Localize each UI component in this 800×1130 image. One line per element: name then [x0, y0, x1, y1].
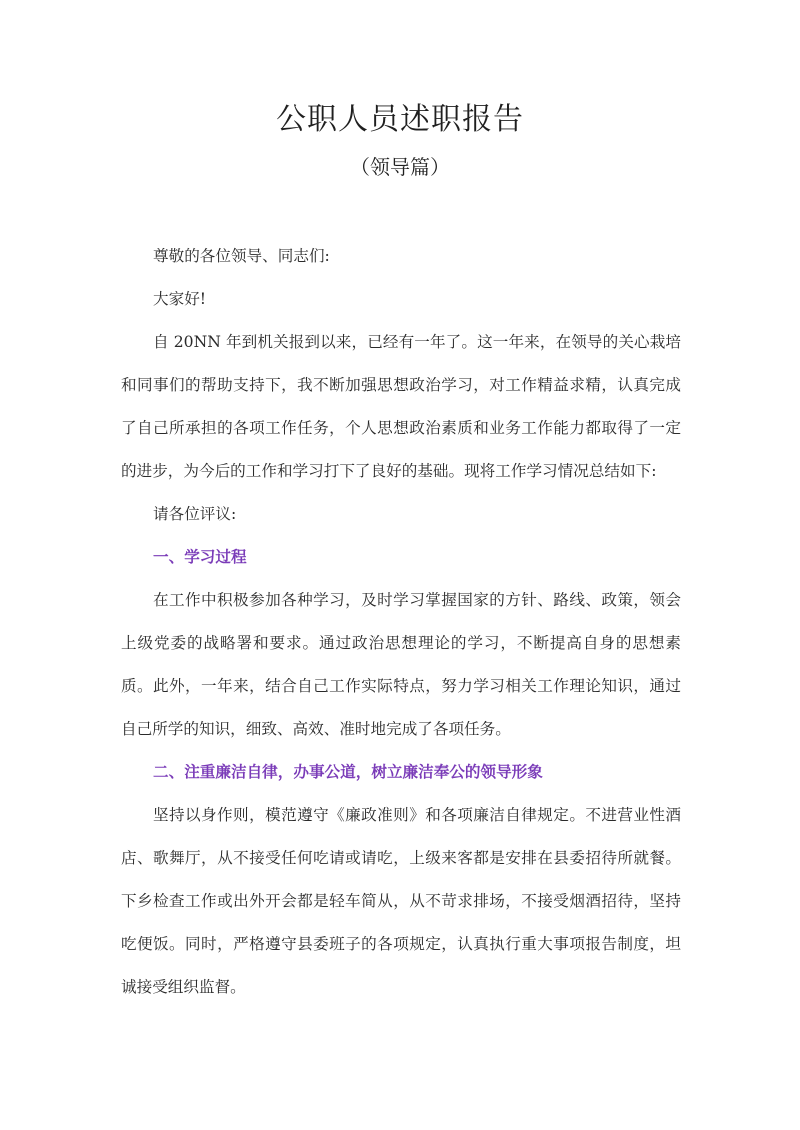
section-heading-integrity: 二、注重廉洁自律，办事公道，树立廉洁奉公的领导形象 — [153, 763, 543, 781]
section-text-integrity: 坚持以身作则，模范遵守《廉政准则》和各项廉洁自律规定。不进营业性酒店、歌舞厅，从不接受任何吃请或请吃，上级来客都是安排在县委招待所就餐。下乡检查工作或出外开会都是轻车简从，从不苛求排场，不接受烟酒招待，坚持吃便饭。同时，严格遵守县委班子的各项规定，认真执行重大事项报告制度，坦诚接受组织监督。 — [121, 806, 681, 996]
section-text-study: 在工作中积极参加各种学习，及时学习掌握国家的方针、路线、政策，领会上级党委的战略署和要求。通过政治思想理论的学习，不断提高自身的思想素质。此外，一年来，结合自己工作实际特点，努力学习相关工作理论知识，通过自己所学的知识，细致、高效、准时地完成了各项任务。 — [121, 591, 681, 738]
hello-paragraph: 大家好! — [153, 290, 207, 308]
greeting-paragraph: 尊敬的各位领导、同志们: — [153, 247, 330, 265]
request-paragraph: 请各位评议: — [153, 505, 237, 523]
document-body — [121, 235, 681, 1009]
document-title: 公职人员述职报告 — [276, 102, 524, 137]
section-heading-study: 一、学习过程 — [153, 548, 247, 566]
intro-paragraph: 自 20NN 年到机关报到以来，已经有一年了。这一年来，在领导的关心栽培和同事们的帮助支持下，我不断加强思想政治学习，对工作精益求精，认真完成了自己所承担的各项工作任务，个人思想政治素质和业务工作能力都取得了一定的进步，为今后的工作和学习打下了良好的基础。现将工作学习情况总结如下: — [121, 333, 681, 480]
document-subtitle: （领导篇） — [350, 155, 450, 179]
